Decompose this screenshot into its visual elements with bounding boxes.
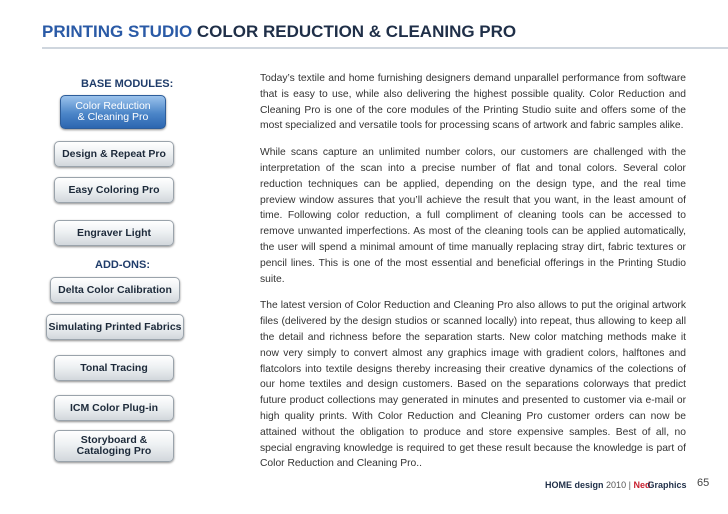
addon-storyboard-button[interactable] (54, 430, 174, 462)
module-design-repeat-button[interactable]: Design & Repeat Pro (54, 141, 174, 167)
addon-simulating-fabrics-button[interactable]: Simulating Printed Fabrics (46, 314, 184, 340)
footer-separator: | (628, 480, 631, 490)
footer-year: 2010 (606, 480, 627, 490)
body-text (260, 71, 686, 483)
addon-icm-color-button[interactable]: ICM Color Plug-in (54, 395, 174, 421)
title-accent: PRINTING STUDIO (42, 22, 193, 41)
page-number: 65 (697, 477, 710, 489)
module-easy-coloring-button[interactable]: Easy Coloring Pro (54, 177, 174, 203)
footer-brand-graphics: Graphics (647, 480, 687, 490)
paragraph-scans: While scans capture an unlimited number colors, our customers are challenged with the interpretation of the scan into a precise number of flat and tonal colors. Several color reduction techniques can be applied, depending on the design type, and the real time preview window assures that you’ll achieve the result that you want, in the least amount of time. Following color reduction, a full compliment of cleaning tools can be accessed to remove unwanted imperfections. As most of the cleaning tools can be applied automatically, the user will spend a minimal amount of time manually replacing stray dirt, fabric textures or pencil lines. This is one of the most essential and beneficial offerings in the Printing Studio suite. (260, 147, 686, 285)
footer-home: HOME (545, 480, 572, 490)
paragraph-latest: The latest version of Color Reduction and Cleaning Pro also allows to put the original artwork files (delivered by the design studios or scanned locally) into repeat, thus allowing to keep all the detail and richness before the separation starts. New color matching methods make it now very simply to convert almost any graphics image with gradient colors, halftones and flatcolors into textile designs thereby increasing their creative dynamics of the colections of our home textiles and design customers. Based on the separations colorways that predict future product collections may generated in minutes and presented to customer via e-mail or high quality prints. With Color Reduction and Cleaning Pro customer orders can now be attained without the obligation to produce and store expensive samples. Best of all, no special engraving knowledge is required to get these result because the knowledge is part of Color Reduction and Cleaning Pro.. (260, 300, 686, 470)
footer-design: design (574, 480, 604, 490)
module-color-reduction-button[interactable] (60, 95, 166, 129)
addon-delta-color-button[interactable]: Delta Color Calibration (50, 277, 180, 303)
module-color-reduction-label: Color Reduction & Cleaning Pro (75, 100, 151, 123)
addons-label: ADD-ONS: (95, 259, 150, 271)
addon-tonal-tracing-button[interactable]: Tonal Tracing (54, 355, 174, 381)
footer-brand-ned: Ned (633, 480, 651, 490)
paragraph-intro: Today’s textile and home furnishing designers demand unparallel performance from software that is easy to use, while also delivering the highest possible quality. Color Reduction and Cleaning Pro is one of the core modules of the Printing Studio suite and offers some of the most specialized and versatile tools for processing scans of artwork and fabric samples alike. (260, 73, 686, 132)
title-divider (42, 47, 728, 49)
module-engraver-light-button[interactable]: Engraver Light (54, 220, 174, 246)
title-rest: COLOR REDUCTION & CLEANING PRO (196, 22, 517, 41)
addon-storyboard-label: Storyboard & Cataloging Pro (76, 434, 152, 457)
page-title (42, 22, 516, 42)
base-modules-label: BASE MODULES: (81, 78, 174, 90)
footer-credit (545, 480, 686, 490)
